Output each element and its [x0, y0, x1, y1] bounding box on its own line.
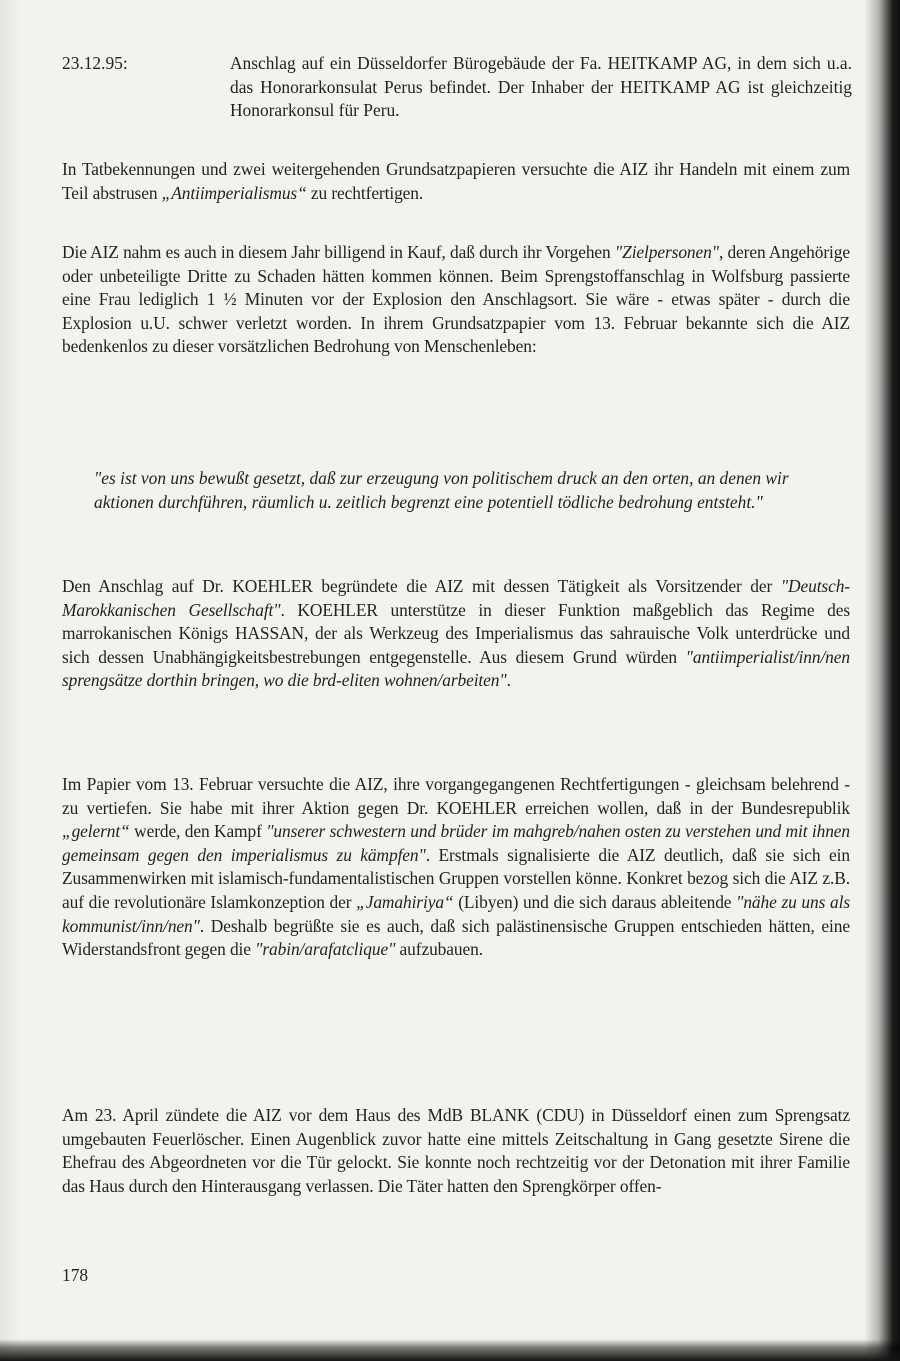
page-number: 178 — [62, 1265, 89, 1285]
entry-text: Anschlag auf ein Düsseldorfer Bürogebäude der Fa. HEITKAMP AG, in dem sich u.a. das Honorarkonsulat Perus befindet. Der Inhaber der HEITKAMP AG ist gleichzeitig Honorarkonsul für Peru. — [230, 53, 852, 121]
book-binding-shadow — [864, 0, 900, 1361]
page-bottom-edge — [0, 1339, 900, 1361]
entry-date: 23.12.95: — [62, 53, 128, 73]
p1-emphasis: „Antiimperialismus“ — [161, 182, 307, 203]
block-quote: "es ist von uns bewußt gesetzt, daß zur erzeugung von politischem druck an den orten, an denen wir aktionen durchführen, räumlich u. zeitlich begrenzt eine potentiell tödliche bedrohung entsteht." — [94, 468, 789, 512]
p4-text-1: Im Papier vom 13. Februar versuchte die AIZ, ihre vorgangegangenen Rechtfertigungen - gleichsam belehrend - zu vertiefen. Sie habe mit ihrer Aktion gegen Dr. KOEHLER erreichen wollen, daß in der Bundesrepublik — [62, 774, 850, 818]
p4-emphasis-1: „gelernt“ — [62, 821, 130, 842]
p4-emphasis-2: "unserer schwestern und brüder im mahgreb/nahen osten zu verstehen und mit ihnen gemeinsam gegen den imperialismus zu kämpfen" — [62, 821, 850, 865]
p4-emphasis-5: "rabin/arafatclique" — [255, 939, 396, 960]
page-shadow — [0, 0, 20, 1361]
p2-text: Die AIZ nahm es auch in diesem Jahr billigend in Kauf, daß durch ihr Vorgehen — [62, 242, 615, 262]
p4-emphasis-3: „Jamahiriya“ — [356, 891, 454, 912]
p1-text-end: zu rechtfertigen. — [306, 182, 424, 203]
paragraph-5: Am 23. April zündete die AIZ vor dem Haus des MdB BLANK (CDU) in Düsseldorf einen zum Sprengsatz umgebauten Feuerlöscher. Einen Augenblick zuvor hatte eine mittels Zeitschaltung in Gang gesetzte Sirene die Ehefrau des Abgeordneten vor die Tür gelockt. Sie konnte noch rechtzeitig vor der Detonation mit ihrer Familie das Haus durch den Hinterausgang verlassen. Die Täter hatten den Sprengkörper offen- — [62, 1105, 850, 1196]
paragraph-3 — [62, 575, 850, 693]
p4-text-5: . Deshalb begrüßte sie es auch, daß sich palästinensische Gruppen entschieden hätten, eine Widerstandsfront gegen die — [62, 915, 850, 960]
p3-text-end: . — [506, 670, 511, 691]
p2-emphasis: "Zielpersonen" — [614, 242, 719, 262]
paragraph-4 — [62, 773, 850, 962]
paragraph-1 — [62, 158, 850, 205]
p3-text-mid: . KOEHLER unterstütze in dieser Funktion maßgeblich das Regime des marrokanischen Königs HASSAN, der als Werkzeug des Imperialismus das sahrauische Volk unterdrücke und sich dessen Unabhängigkeitsbestrebungen entgegenstelle. Aus diesem Grund würden — [62, 599, 851, 667]
p4-text-3: . Erstmals signalisierte die AIZ deutlich, daß sie sich ein Zusammenwirken mit islamisch-fundamentalistischen Gruppen vorstellen könne. Konkret bezog sich die AIZ z.B. auf die revolutionäre Islamkonzeption der — [62, 844, 850, 912]
p3-emphasis-1: "Deutsch-Marokkanischen Gesellschaft" — [62, 576, 850, 620]
p4-text-4: (Libyen) und die sich daraus ableitende — [453, 891, 737, 912]
p3-emphasis-2: "antiimperialist/inn/nen sprengsätze dorthin bringen, wo die brd-eliten wohnen/arbeiten" — [62, 646, 850, 691]
p3-text: Den Anschlag auf Dr. KOEHLER begründete die AIZ mit dessen Tätigkeit als Vorsitzender der — [62, 576, 781, 596]
paragraph-2 — [62, 241, 850, 359]
p4-emphasis-4: "nähe zu uns als kommunist/inn/nen" — [62, 891, 850, 936]
p4-text-6: aufzubauen. — [395, 939, 483, 960]
p2-text-end: , deren Angehörige oder unbeteiligte Dritte zu Schaden hätten kommen können. Beim Sprengstoffanschlag in Wolfsburg passierte eine Frau lediglich 1 ½ Minuten vor der Explosion den Anschlagsort. Sie wäre - etwas später - durch die Explosion u.U. schwer verletzt worden. In ihrem Grundsatzpapier vom 13. Februar bekannte sich die AIZ bedenkenlos zu dieser vorsätzlichen Bedrohung von Menschenleben: — [62, 242, 851, 357]
p4-text-2: werde, den Kampf — [129, 821, 267, 842]
p1-text: In Tatbekennungen und zwei weitergehenden Grundsatzpapieren versuchte die AIZ ihr Handeln mit einem zum Teil abstrusen — [62, 159, 850, 203]
